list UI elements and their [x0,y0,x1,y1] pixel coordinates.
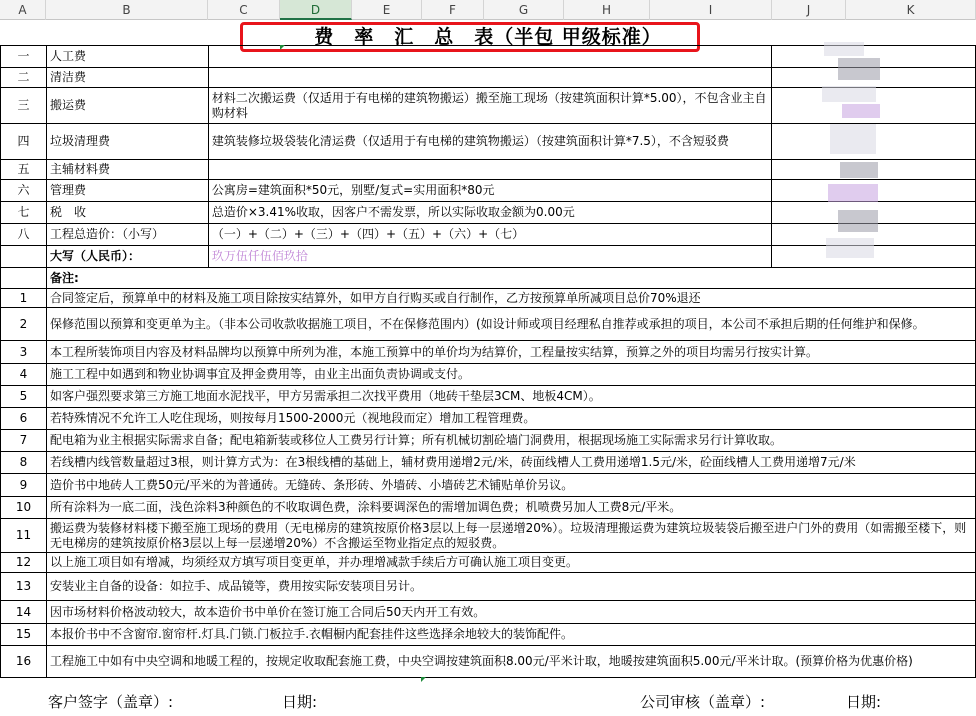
fee-num[interactable]: 六 [1,180,47,202]
note-row [1,624,976,646]
column-header-i[interactable]: I [650,0,772,20]
redacted-block [830,124,876,154]
note-row [1,452,976,474]
redacted-block [824,42,864,56]
note-num[interactable]: 8 [1,452,47,474]
capital-label[interactable]: 大写（人民币）： [46,246,208,268]
column-header-a[interactable]: A [0,0,46,20]
note-row [1,408,976,430]
fee-desc[interactable] [208,160,771,180]
column-header-e[interactable]: E [352,0,422,20]
note-row [1,497,976,519]
fee-num[interactable]: 五 [1,160,47,180]
note-num[interactable]: 9 [1,474,47,497]
note-row [1,646,976,678]
cell-comment-marker [280,45,285,50]
fee-label[interactable]: 工程总造价：（小写） [46,224,208,246]
note-row [1,430,976,452]
redacted-block [822,86,876,102]
notes-header-num[interactable] [1,268,47,289]
fee-num[interactable]: 二 [1,68,47,88]
note-row [1,601,976,624]
note-num[interactable]: 11 [1,519,47,553]
spreadsheet-grid[interactable] [0,20,976,716]
fee-desc[interactable]: 公寓房=建筑面积*50元，别墅/复式=实用面积*80元 [208,180,771,202]
fee-label[interactable]: 垃圾清理费 [46,124,208,160]
column-header-c[interactable]: C [208,0,280,20]
fee-desc[interactable]: 总造价×3.41%收取，因客户不需发票，所以实际收取金额为0.00元 [208,202,771,224]
fee-num[interactable]: 三 [1,88,47,124]
note-text[interactable]: 本报价书中不含窗帘.窗帘杆.灯具.门锁.门板拉手.衣帽橱内配套挂件这些选择余地较大的装饰配件。 [46,624,975,646]
redacted-block [826,238,874,258]
note-num[interactable]: 5 [1,386,47,408]
note-text[interactable]: 工程施工中如有中央空调和地暖工程的，按规定收取配套施工费，中央空调按建筑面积8.00元/平米计取，地暖按建筑面积5.00元/平米计取。(预算价格为优惠价格) [46,646,975,678]
fee-desc[interactable] [208,46,771,68]
note-row [1,386,976,408]
notes-header-row [1,268,976,289]
fee-num[interactable]: 四 [1,124,47,160]
fee-desc[interactable]: 材料二次搬运费（仅适用于有电梯的建筑物搬运）搬至施工现场（按建筑面积计算*5.00），不包含业主自购材料 [208,88,771,124]
note-text[interactable]: 如客户强烈要求第三方施工地面水泥找平，甲方另需承担二次找平费用（地砖干垫层3CM、地板4CM）。 [46,386,975,408]
note-row [1,289,976,308]
note-num[interactable]: 2 [1,308,47,341]
redacted-block [838,210,878,232]
note-num[interactable]: 16 [1,646,47,678]
note-num[interactable]: 3 [1,341,47,364]
signature-row [0,685,976,716]
note-text[interactable]: 因市场材料价格波动较大，故本造价书中单价在签订施工合同后50天内开工有效。 [46,601,975,624]
column-header-f[interactable]: F [422,0,484,20]
note-num[interactable]: 13 [1,573,47,601]
column-header-h[interactable]: H [564,0,650,20]
note-text[interactable]: 搬运费为装修材料楼下搬至施工现场的费用（无电梯房的建筑按原价格3层以上每一层递增20%）。垃圾清理搬运费为建筑垃圾装袋后搬至进户门外的费用（如需搬至楼下，则无电梯房的建筑按原价格3层以上每一层递增20%）不含搬运至物业指定点的短驳费。 [46,519,975,553]
fee-label[interactable]: 搬运费 [46,88,208,124]
note-row [1,308,976,341]
note-row [1,553,976,573]
fee-desc[interactable] [208,68,771,88]
redacted-block [828,184,878,202]
fee-label[interactable]: 税 收 [46,202,208,224]
note-text[interactable]: 合同签定后，预算单中的材料及施工项目除按实结算外，如甲方自行购买或自行制作，乙方按预算单所减项目总价70%退还 [46,289,975,308]
redacted-block [840,162,878,178]
fee-desc[interactable]: （一）+（二）+（三）+（四）+（五）+（六）+（七） [208,224,771,246]
fee-num[interactable]: 七 [1,202,47,224]
capital-value[interactable]: 玖万伍仟伍佰玖拾 [208,246,771,268]
redacted-area [820,38,900,268]
note-text[interactable]: 安装业主自备的设备：如拉手、成品镜等，费用按实际安装项目另计。 [46,573,975,601]
redacted-block [838,58,880,80]
note-text[interactable]: 施工工程中如遇到和物业协调事宜及押金费用等，由业主出面负责协调或支付。 [46,364,975,386]
column-header-g[interactable]: G [484,0,564,20]
note-num[interactable]: 10 [1,497,47,519]
column-header-k[interactable]: K [846,0,976,20]
column-header-b[interactable]: B [46,0,208,20]
fee-label[interactable]: 人工费 [46,46,208,68]
note-num[interactable]: 6 [1,408,47,430]
fee-label[interactable]: 管理费 [46,180,208,202]
column-header-bar [0,0,976,20]
fee-num[interactable]: 一 [1,46,47,68]
note-row [1,474,976,497]
note-text[interactable]: 若特殊情况不允许工人吃住现场，则按每月1500-2000元（视地段而定）增加工程管理费。 [46,408,975,430]
cell-comment-marker [421,677,426,682]
note-text[interactable]: 所有涂料为一底二面，浅色涂料3种颜色的不收取调色费，涂料要调深色的需增加调色费；机喷费另加人工费8元/平米。 [46,497,975,519]
note-num[interactable]: 1 [1,289,47,308]
date-label-2[interactable]: 日期: [846,693,882,711]
company-review-label[interactable]: 公司审核（盖章）: [640,693,766,711]
fee-desc[interactable]: 建筑装修垃圾袋装化清运费（仅适用于有电梯的建筑物搬运）（按建筑面积计算*7.5），不含短驳费 [208,124,771,160]
note-row [1,573,976,601]
note-num[interactable]: 14 [1,601,47,624]
note-text[interactable]: 若线槽内线管数量超过3根，则计算方式为：在3根线槽的基础上，辅材费用递增2元/米，砖面线槽人工费用递增1.5元/米，砼面线槽人工费用递增7元/米 [46,452,975,474]
note-text[interactable]: 配电箱为业主根据实际需求自备；配电箱新装或移位人工费另行计算；所有机械切割砼墙门洞费用，根据现场施工实际需求另行计算收取。 [46,430,975,452]
fee-label[interactable]: 清洁费 [46,68,208,88]
note-row [1,519,976,553]
column-header-j[interactable]: J [772,0,846,20]
note-text[interactable]: 造价书中地砖人工费50元/平米的为普通砖。无缝砖、条形砖、外墙砖、小墙砖艺术铺贴单价另议。 [46,474,975,497]
note-text[interactable]: 本工程所装饰项目内容及材料品牌均以预算中所列为准，本施工预算中的单价均为结算价，工程量按实结算，预算之外的项目均需另行按实计算。 [46,341,975,364]
capital-num[interactable] [1,246,47,268]
customer-sign-label[interactable]: 客户签字（盖章）: [48,693,174,711]
redacted-block [842,104,880,118]
column-header-d[interactable]: D [280,0,352,20]
note-row [1,364,976,386]
note-text[interactable]: 保修范围以预算和变更单为主。（非本公司收款收据施工项目，不在保修范围内）(如设计师或项目经理私自推荐或承担的项目，本公司不承担后期的任何维护和保修。 [46,308,975,341]
note-num[interactable]: 15 [1,624,47,646]
note-num[interactable]: 4 [1,364,47,386]
sheet-title: 费 率 汇 总 表（半包 甲级标准） [314,26,662,48]
date-label-1[interactable]: 日期: [282,693,318,711]
fee-label[interactable]: 主辅材料费 [46,160,208,180]
fee-num[interactable]: 八 [1,224,47,246]
note-num[interactable]: 7 [1,430,47,452]
note-num[interactable]: 12 [1,553,47,573]
note-text[interactable]: 以上施工项目如有增减，均须经双方填写项目变更单，并办理增减款手续后方可确认施工项目变更。 [46,553,975,573]
notes-header[interactable]: 备注: [46,268,975,289]
note-row [1,341,976,364]
